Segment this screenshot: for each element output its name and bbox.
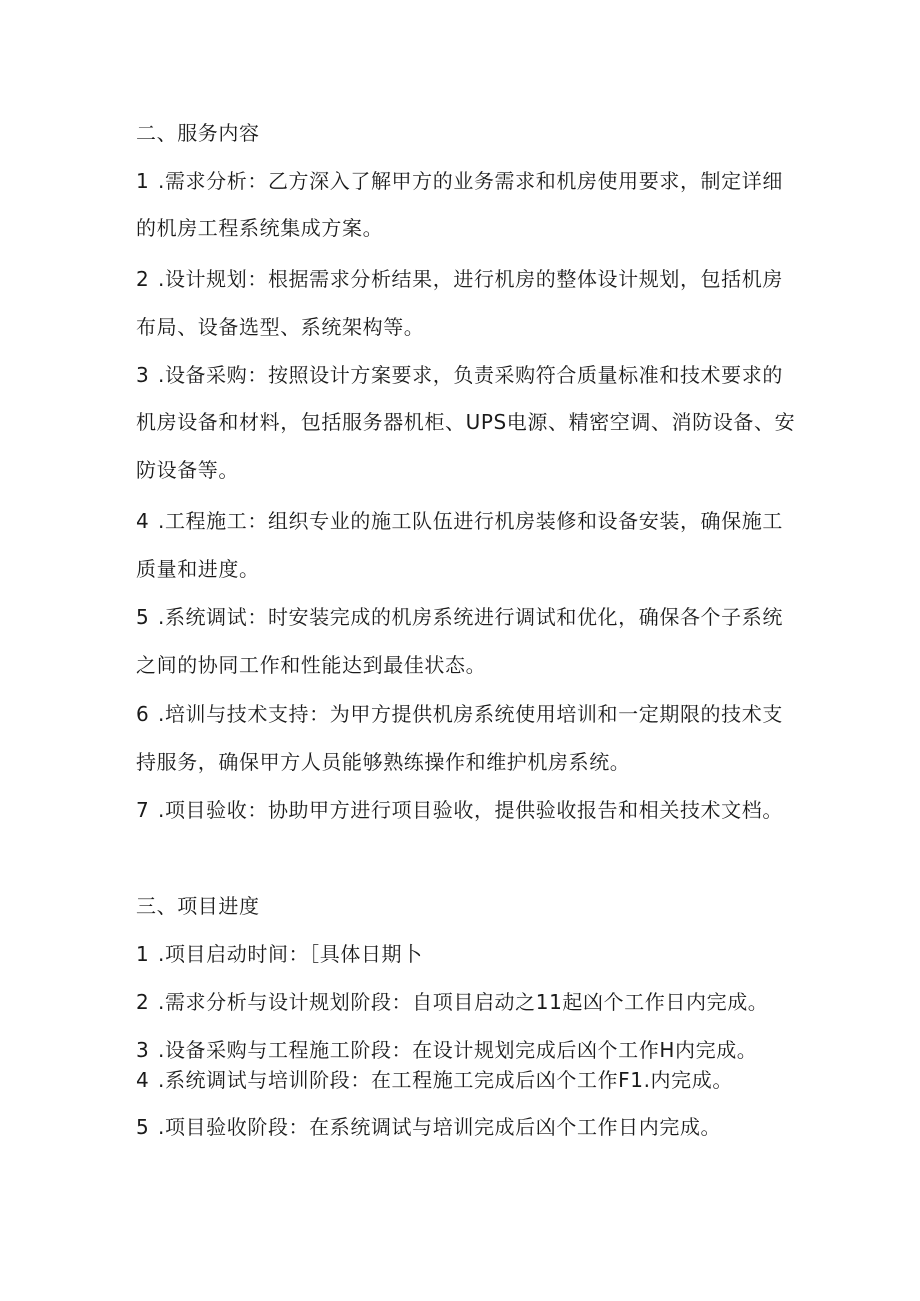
item-text: .培训与技术支持：为甲方提供机房系统使用培训和一定期限的技术支	[158, 702, 783, 726]
item-text: .工程施工：组织专业的施工队伍进行机房装修和设备安装，确保施工	[158, 509, 783, 533]
schedule-item-2	[136, 989, 768, 1015]
item-text: .需求分析与设计规划阶段：自项目启动之11起凶个工作日内完成。	[158, 990, 769, 1014]
schedule-item-3	[136, 1037, 757, 1063]
service-item-3-line-3: 防设备等。	[136, 458, 239, 482]
item-number: 1	[136, 942, 150, 966]
schedule-item-4	[136, 1067, 733, 1093]
item-number: 2	[136, 990, 150, 1014]
item-text: .设计规划：根据需求分析结果，进行机房的整体设计规划，包括机房	[158, 267, 783, 291]
service-item-5-line-2: 之间的协同工作和性能达到最佳状态。	[136, 653, 487, 677]
item-text: .系统调试与培训阶段：在工程施工完成后凶个工作F1.内完成。	[158, 1068, 733, 1092]
item-number: 3	[136, 1038, 150, 1062]
service-item-4-line-1	[136, 508, 783, 534]
schedule-item-1	[136, 941, 423, 967]
item-number: 3	[136, 363, 150, 387]
item-number: 4	[136, 1068, 150, 1092]
service-item-7-line-1	[136, 797, 783, 823]
item-number: 6	[136, 702, 150, 726]
schedule-item-5	[136, 1114, 721, 1140]
service-item-6-line-1	[136, 701, 783, 727]
section-heading-project-schedule: 三、项目进度	[136, 894, 260, 918]
section-heading-service-content: 二、服务内容	[136, 121, 260, 145]
item-text: .项目验收阶段：在系统调试与培训完成后凶个工作日内完成。	[158, 1115, 722, 1139]
service-item-1-line-1	[136, 168, 783, 194]
service-item-3-line-1	[136, 362, 783, 388]
item-text: .系统调试：时安装完成的机房系统进行调试和优化，确保各个子系统	[158, 605, 783, 629]
service-item-1-line-2: 的机房工程系统集成方案。	[136, 216, 384, 240]
item-text: .设备采购与工程施工阶段：在设计规划完成后凶个工作H内完成。	[158, 1038, 758, 1062]
item-number: 7	[136, 798, 150, 822]
service-item-2-line-2: 布局、设备选型、系统架构等。	[136, 315, 425, 339]
service-item-3-line-2: 机房设备和材料，包括服务器机柜、UPS电源、精密空调、消防设备、安	[136, 410, 796, 434]
item-number: 4	[136, 509, 150, 533]
item-text: .项目验收：协助甲方进行项目验收，提供验收报告和相关技术文档。	[158, 798, 783, 822]
item-number: 5	[136, 1115, 150, 1139]
item-number: 2	[136, 267, 150, 291]
item-text: .项目启动时间：［具体日期卜	[158, 942, 423, 966]
service-item-4-line-2: 质量和进度。	[136, 557, 260, 581]
service-item-5-line-1	[136, 604, 783, 630]
item-text: .设备采购：按照设计方案要求，负责采购符合质量标准和技术要求的	[158, 363, 783, 387]
service-item-2-line-1	[136, 266, 783, 292]
item-number: 5	[136, 605, 150, 629]
service-item-6-line-2: 持服务，确保甲方人员能够熟练操作和维护机房系统。	[136, 750, 631, 774]
item-number: 1	[136, 169, 150, 193]
item-text: .需求分析：乙方深入了解甲方的业务需求和机房使用要求，制定详细	[158, 169, 783, 193]
